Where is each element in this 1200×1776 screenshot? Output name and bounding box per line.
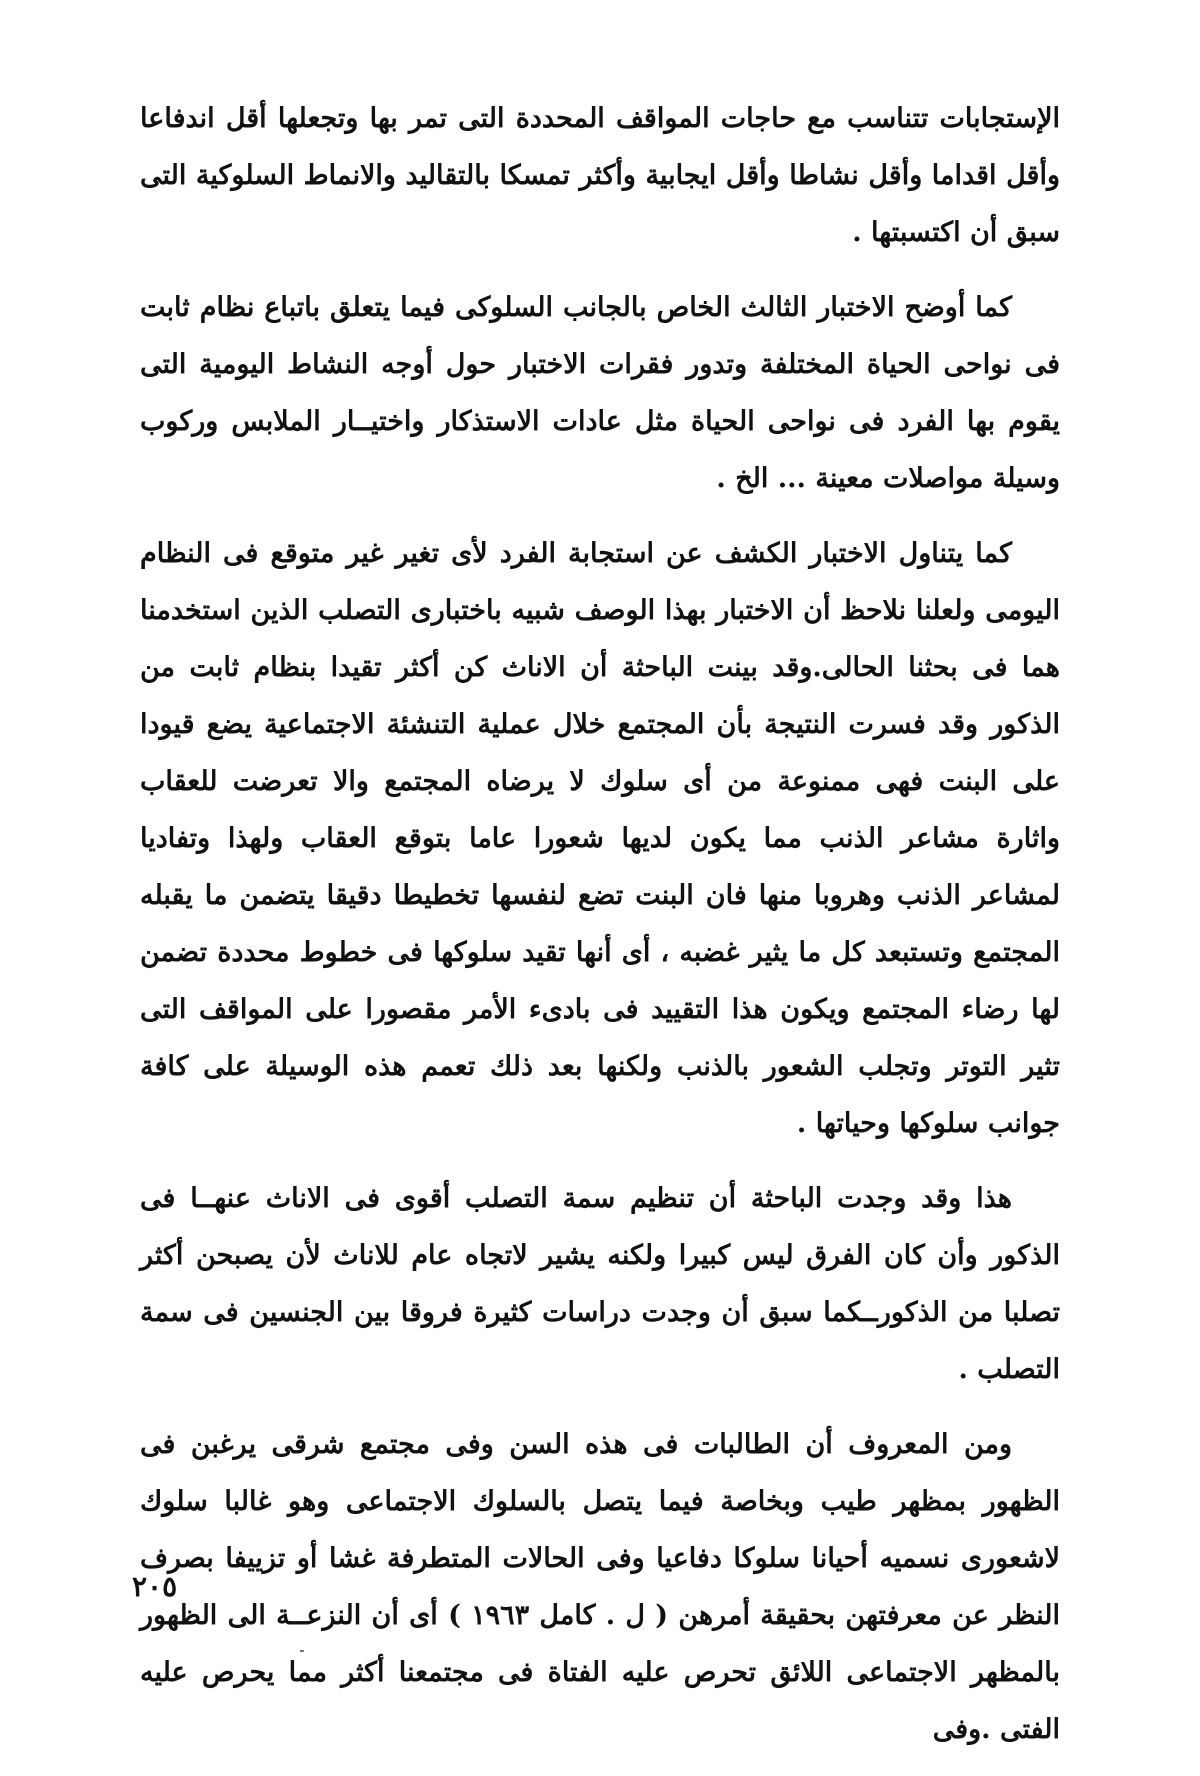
paragraph-1: الإستجابات تتناسب مع حاجات المواقف المحددة التى تمر بها وتجعلها أقل اندفاعا وأقل اقداما وأقل نشاطا وأقل ايجابية وأكثر تمسكا بالتقاليد والانماط السلوكية التى سبق أن اكتسبتها .: [140, 103, 1060, 248]
page-number: ٢٠٥: [132, 1570, 178, 1603]
paragraph-2: كما أوضح الاختبار الثالث الخاص بالجانب السلوكى فيما يتعلق باتباع نظام ثابت فى نواحى الحياة المختلفة وتدور فقرات الاختبار حول أوجه النشاط اليومية التى يقوم بها الفرد فى نواحى الحياة مثل عادات الاستذكار واختيــار الملابس وركوب وسيلة مواصلات معينة ... الخ .: [140, 292, 1060, 494]
paragraph-4: هذا وقد وجدت الباحثة أن تنظيم سمة التصلب أقوى فى الاناث عنهــا فى الذكور وأن كان الفرق ليس كبيرا ولكنه يشير لاتجاه عام للاناث لأن يصبحن أكثر تصلبا من الذكورــكما سبق أن وجدت دراسات كثيرة فروقا بين الجنسين فى سمة التصلب .: [140, 1183, 1060, 1385]
footer-mark: [300, 1650, 304, 1652]
paragraph-5: ومن المعروف أن الطالبات فى هذه السن وفى مجتمع شرقى يرغبن فى الظهور بمظهر طيب وبخاصة فيما يتصل بالسلوك الاجتماعى وهو غالبا سلوك لاشعورى نسميه أحيانا سلوكا دفاعيا وفى الحالات المتطرفة غشا أو تزييفا بصرف النظر عن معرفتهن بحقيقة أمرهن ( ل . كامل ١٩٦٣ ) أى أن النزعــة الى الظهور بالمظهر الاجتماعى اللائق تحرص عليه الفتاة فى مجتمعنا أكثر مما يحرص عليه الفتى .وفى: [140, 1429, 1060, 1745]
paragraph-3: كما يتناول الاختبار الكشف عن استجابة الفرد لأى تغير غير متوقع فى النظام اليومى ولعلنا نلاحظ أن الاختبار بهذا الوصف شبيه باختبارى التصلب الذين استخدمنا هما فى بحثنا الحالى.وقد بينت الباحثة أن الاناث كن أكثر تقيدا بنظام ثابت من الذكور وقد فسرت النتيجة بأن المجتمع خلال عملية التنشئة الاجتماعية يضع قيودا على البنت فهى ممنوعة من أى سلوك لا يرضاه المجتمع والا تعرضت للعقاب واثارة مشاعر الذنب مما يكون لديها شعورا عاما بتوقع العقاب ولهذا وتفاديا لمشاعر الذنب وهروبا منها فان البنت تضع لنفسها تخطيطا دقيقا يتضمن ما يقبله المجتمع وتستبعد كل ما يثير غضبه ، أى أنها تقيد سلوكها فى خطوط محددة تضمن لها رضاء المجتمع ويكون هذا التقييد فى بادىء الأمر مقصورا على المواقف التى تثير التوتر وتجلب الشعور بالذنب ولكنها بعد ذلك تعمم هذه الوسيلة على كافة جوانب سلوكها وحياتها .: [140, 538, 1060, 1139]
document-body: [140, 90, 1060, 1776]
